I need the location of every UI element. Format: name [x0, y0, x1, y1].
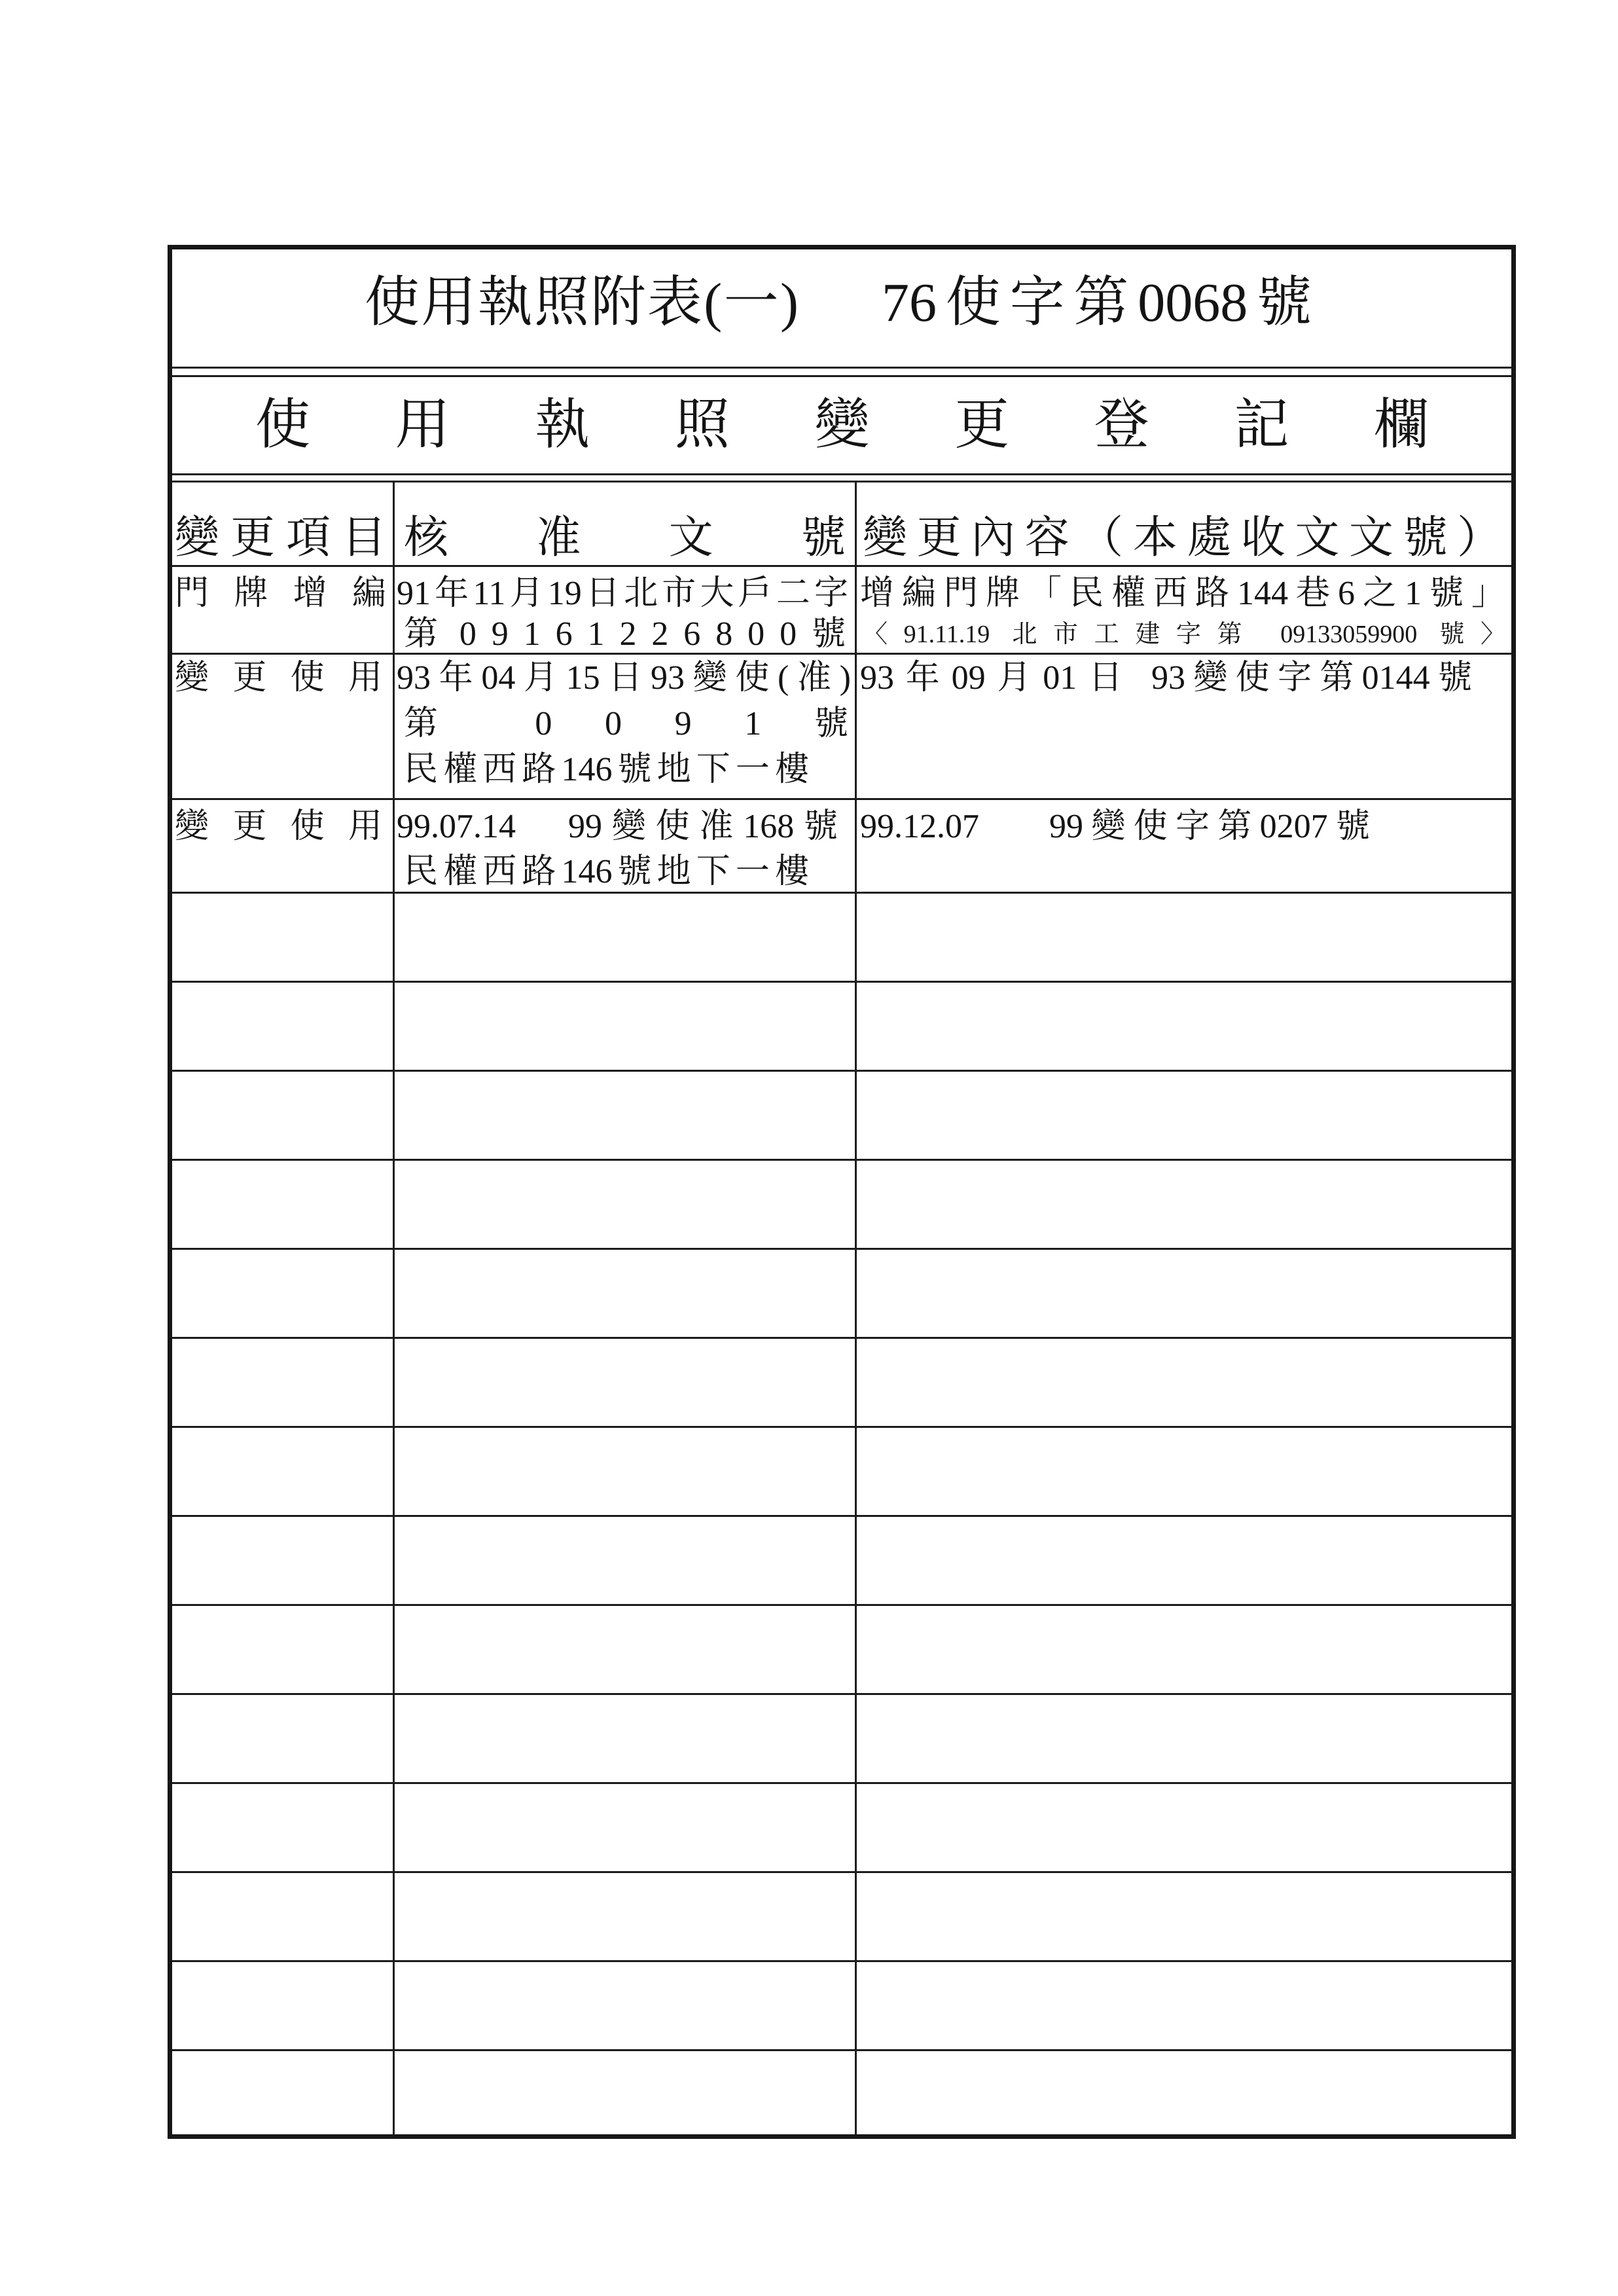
header-row-bottom-rule	[172, 565, 1511, 567]
empty-row	[172, 1962, 1511, 2049]
column-header-item: 變更項目	[175, 513, 386, 562]
row-rule	[172, 1960, 1511, 1962]
row-rule	[172, 1337, 1511, 1339]
approval-line: 第 0 0 9 1 號	[404, 705, 848, 742]
heading-row-bottom-rule	[172, 473, 1511, 475]
row-rule	[172, 1871, 1511, 1873]
row-rule	[172, 892, 1511, 894]
change-item: 變更使用	[175, 659, 382, 697]
change-content-number: 99變使字第0207號	[1049, 808, 1370, 845]
row-rule	[172, 2049, 1511, 2051]
empty-row	[172, 983, 1511, 1070]
empty-row	[172, 1873, 1511, 1960]
row-rule	[172, 798, 1511, 800]
approval-line: 第 0 9 1 6 1 2 2 6 8 0 0 號	[404, 615, 846, 653]
column-header-approval: 核准文號	[404, 513, 846, 562]
row-rule	[172, 1248, 1511, 1250]
change-content-line: 增編門牌「民權西路144巷6之1號」	[860, 575, 1505, 612]
title-row-bottom-rule	[172, 367, 1511, 369]
approval-address: 民權西路146號地下一樓	[404, 751, 809, 788]
row-rule	[172, 1693, 1511, 1695]
empty-row	[172, 1517, 1511, 1604]
empty-row	[172, 1072, 1511, 1159]
row-rule	[172, 1426, 1511, 1428]
row-rule	[172, 1070, 1511, 1072]
permit-number: 76使字第0068號	[882, 272, 1312, 333]
empty-row	[172, 1606, 1511, 1693]
row-rule	[172, 653, 1511, 655]
empty-row	[172, 1339, 1511, 1426]
column-rule-item	[393, 481, 395, 2134]
row-rule	[172, 981, 1511, 983]
heading-row-top-rule	[172, 375, 1511, 377]
empty-row	[172, 1161, 1511, 1248]
column-rule-approval	[855, 481, 857, 2134]
empty-row	[172, 894, 1511, 981]
change-content-reference: 〈91.11.19 北市工建字第 09133059900 號〉	[863, 621, 1505, 648]
approval-number: 99變使准168號	[568, 808, 838, 845]
approval-line: 91年11月19日北市大戶二字	[397, 575, 848, 612]
row-rule	[172, 1159, 1511, 1161]
column-header-content: 變更內容（本處收文文號）	[863, 513, 1501, 562]
change-content-number: 93變使字第0144號	[1151, 659, 1472, 697]
row-rule	[172, 1782, 1511, 1784]
change-content-date: 99.12.07	[860, 808, 979, 845]
change-item: 門牌增編	[175, 575, 386, 612]
change-content-date: 93年09月01日	[860, 659, 1123, 697]
approval-date: 99.07.14	[397, 808, 516, 845]
empty-row	[172, 2051, 1511, 2138]
empty-row	[172, 1428, 1511, 1515]
approval-line: 93年04月15日93變使(准)	[397, 659, 851, 697]
header-row-top-rule	[172, 481, 1511, 483]
empty-row	[172, 1250, 1511, 1337]
empty-row	[172, 1695, 1511, 1782]
section-heading: 使用執照變更登記欄	[255, 395, 1429, 456]
change-item: 變更使用	[175, 808, 382, 845]
empty-row	[172, 1784, 1511, 1871]
approval-address: 民權西路146號地下一樓	[404, 853, 809, 890]
row-rule	[172, 1604, 1511, 1606]
page-title: 使用執照附表(一)	[365, 272, 799, 333]
row-rule	[172, 1515, 1511, 1517]
